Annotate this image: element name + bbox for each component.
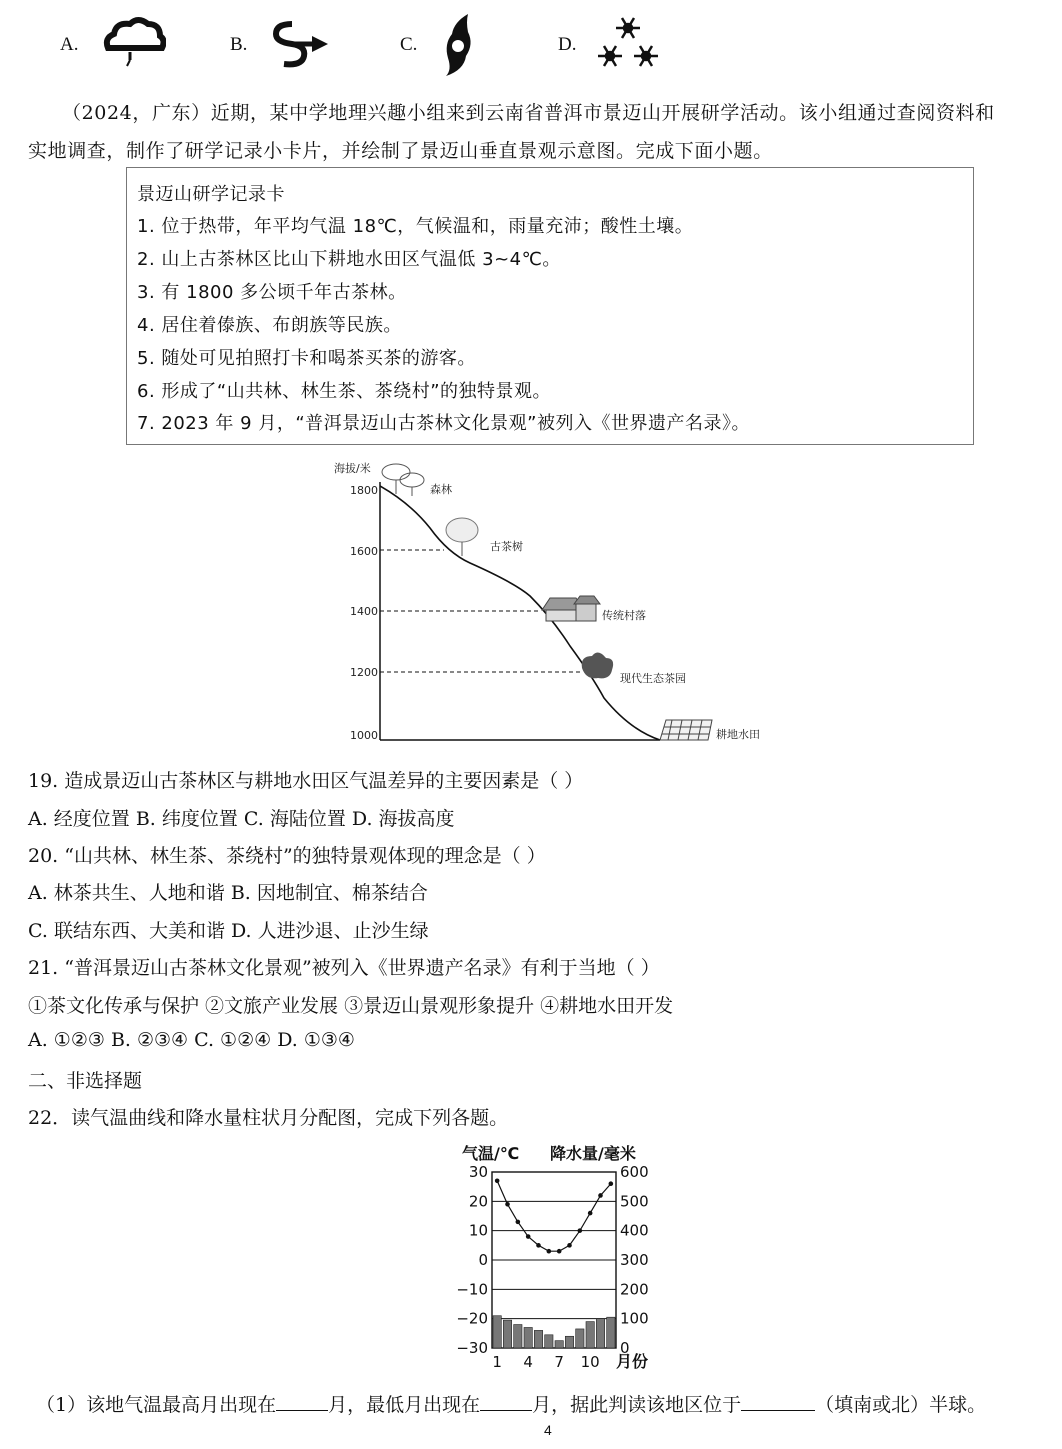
label-tea-tree: 古茶树 bbox=[490, 540, 523, 553]
q22-1-part-d: （填南或北）半球。 bbox=[815, 1394, 987, 1416]
chart-precip-bar bbox=[545, 1335, 553, 1348]
chart-temp-point bbox=[557, 1249, 562, 1254]
climate-chart bbox=[456, 1140, 652, 1372]
page-number: 4 bbox=[544, 1422, 552, 1438]
q22-1-part-c: 月，据此判读该地区位于 bbox=[532, 1394, 742, 1416]
chart-left-tick-label: 20 bbox=[468, 1192, 488, 1211]
chart-precip-bar bbox=[607, 1317, 615, 1348]
village-house-icon bbox=[542, 596, 600, 621]
paddy-field-icon bbox=[660, 720, 712, 740]
chart-precip-bar bbox=[514, 1325, 522, 1348]
chart-temp-point bbox=[598, 1193, 603, 1198]
chart-right-tick-label: 600 bbox=[620, 1163, 649, 1181]
chart-left-tick-label: 0 bbox=[478, 1251, 488, 1269]
chart-left-tick-label: 30 bbox=[468, 1163, 488, 1181]
blank-lowest-month[interactable] bbox=[480, 1394, 532, 1411]
chart-temp-point bbox=[516, 1220, 521, 1225]
intro-line-1: （2024，广东）近期，某中学地理兴趣小组来到云南省普洱市景迈山开展研学活动。该小组通过查阅资料和 bbox=[62, 102, 995, 124]
chart-temp-point bbox=[526, 1234, 531, 1239]
chart-x-tick-label: 7 bbox=[554, 1353, 564, 1371]
chart-precip-bar bbox=[534, 1330, 542, 1348]
chart-temp-point bbox=[609, 1181, 614, 1186]
label-paddy: 耕地水田 bbox=[716, 728, 760, 741]
chart-temp-point bbox=[536, 1243, 541, 1248]
option-c-label: C. bbox=[400, 34, 418, 55]
profile-tick-1800: 1800 bbox=[350, 484, 378, 497]
chart-right-axis-label: 降水量/毫米 bbox=[550, 1144, 636, 1163]
question-22-1 bbox=[36, 1390, 986, 1417]
option-d-label: D. bbox=[558, 34, 577, 55]
question-19-options: A. 经度位置 B. 纬度位置 C. 海陆位置 D. 海拔高度 bbox=[28, 808, 455, 830]
card-item-1: 1. 位于热带，年平均气温 18℃，气候温和，雨量充沛；酸性土壤。 bbox=[137, 216, 694, 237]
chart-right-tick-label: 200 bbox=[620, 1280, 649, 1299]
tea-garden-icon bbox=[582, 652, 613, 678]
chart-x-tick-label: 10 bbox=[580, 1353, 600, 1371]
q22-1-part-a: （1）该地气温最高月出现在 bbox=[36, 1394, 277, 1416]
section-2-heading: 二、非选择题 bbox=[28, 1070, 143, 1092]
chart-x-tick-label: 1 bbox=[492, 1353, 502, 1371]
label-village: 传统村落 bbox=[602, 609, 646, 622]
option-a-label: A. bbox=[60, 34, 79, 55]
question-21: 21. “普洱景迈山古茶林文化景观”被列入《世界遗产名录》有利于当地（ ） bbox=[28, 957, 660, 979]
label-garden: 现代生态茶园 bbox=[620, 672, 686, 685]
wind-arrow-icon bbox=[266, 14, 332, 70]
chart-precip-bar bbox=[493, 1316, 501, 1348]
chart-left-tick-label: 10 bbox=[468, 1221, 488, 1240]
chart-x-tick-label: 4 bbox=[523, 1353, 533, 1371]
chart-left-tick-label: −30 bbox=[456, 1339, 488, 1357]
profile-tick-1400: 1400 bbox=[350, 605, 378, 618]
chart-right-tick-label: 400 bbox=[620, 1221, 649, 1240]
question-20-options-2: C. 联结东西、大美和谐 D. 人进沙退、止沙生绿 bbox=[28, 920, 429, 942]
card-item-7: 7. 2023 年 9 月，“普洱景迈山古茶林文化景观”被列入《世界遗产名录》。 bbox=[137, 413, 750, 434]
profile-tick-1600: 1600 bbox=[350, 545, 378, 558]
typhoon-icon bbox=[438, 10, 478, 78]
chart-temp-point bbox=[495, 1179, 500, 1184]
card-item-6: 6. 形成了“山共林、林生茶、茶绕村”的独特景观。 bbox=[137, 381, 552, 402]
thunderstorm-cloud-icon bbox=[100, 14, 166, 68]
study-record-card bbox=[126, 167, 974, 445]
chart-temp-line bbox=[495, 1179, 613, 1254]
snowflakes-icon bbox=[594, 12, 666, 74]
chart-left-tick-label: −20 bbox=[456, 1309, 488, 1328]
chart-temp-point bbox=[547, 1249, 552, 1254]
question-22: 22．读气温曲线和降水量柱状月分配图，完成下列各题。 bbox=[28, 1107, 509, 1129]
chart-precip-bar bbox=[565, 1336, 573, 1348]
chart-precip-bar bbox=[524, 1327, 532, 1348]
chart-temp-point bbox=[567, 1243, 572, 1248]
profile-tick-1000: 1000 bbox=[350, 729, 378, 742]
chart-precip-bar bbox=[555, 1341, 563, 1348]
q22-1-part-b: 月，最低月出现在 bbox=[328, 1394, 481, 1416]
blank-highest-month[interactable] bbox=[276, 1394, 328, 1411]
card-item-4: 4. 居住着傣族、布朗族等民族。 bbox=[137, 315, 402, 336]
chart-x-label: 月份 bbox=[616, 1352, 649, 1371]
chart-temp-point bbox=[588, 1211, 593, 1216]
chart-left-tick-label: −10 bbox=[456, 1280, 488, 1299]
profile-tick-1200: 1200 bbox=[350, 666, 378, 679]
chart-right-tick-label: 500 bbox=[620, 1192, 649, 1211]
chart-right-tick-label: 300 bbox=[620, 1251, 649, 1269]
blank-hemisphere[interactable] bbox=[741, 1394, 815, 1411]
profile-y-label: 海拔/米 bbox=[334, 462, 371, 475]
question-21-items: ①茶文化传承与保护 ②文旅产业发展 ③景迈山景观形象提升 ④耕地水田开发 bbox=[28, 995, 674, 1017]
chart-precip-bars bbox=[493, 1316, 615, 1348]
chart-precip-bar bbox=[576, 1329, 584, 1348]
chart-precip-bar bbox=[503, 1320, 511, 1348]
label-forest: 森林 bbox=[430, 483, 452, 496]
chart-left-axis-label: 气温/℃ bbox=[462, 1144, 520, 1163]
question-19: 19. 造成景迈山古茶林区与耕地水田区气温差异的主要因素是（ ） bbox=[28, 770, 584, 792]
card-item-3: 3. 有 1800 多公顷千年古茶林。 bbox=[137, 282, 407, 303]
option-b-label: B. bbox=[230, 34, 248, 55]
intro-line-2: 实地调查，制作了研学记录小卡片，并绘制了景迈山垂直景观示意图。完成下面小题。 bbox=[28, 140, 773, 162]
chart-right-tick-label: 0 bbox=[620, 1339, 630, 1357]
card-title: 景迈山研学记录卡 bbox=[137, 184, 285, 205]
chart-precip-bar bbox=[596, 1319, 604, 1348]
question-20: 20. “山共林、林生茶、茶绕村”的独特景观体现的理念是（ ） bbox=[28, 845, 546, 867]
question-21-options: A. ①②③ B. ②③④ C. ①②④ D. ①③④ bbox=[28, 1029, 355, 1051]
question-20-options-1: A. 林茶共生、人地和谐 B. 因地制宜、棉茶结合 bbox=[28, 882, 428, 904]
chart-precip-bar bbox=[586, 1322, 594, 1348]
vertical-landscape-diagram bbox=[330, 458, 780, 748]
chart-temp-point bbox=[505, 1202, 510, 1207]
chart-temp-point bbox=[578, 1228, 583, 1233]
card-item-2: 2. 山上古茶林区比山下耕地水田区气温低 3~4℃。 bbox=[137, 249, 561, 270]
chart-temp-curve bbox=[497, 1181, 611, 1251]
chart-right-tick-label: 100 bbox=[620, 1309, 649, 1328]
card-item-5: 5. 随处可见拍照打卡和喝茶买茶的游客。 bbox=[137, 348, 476, 369]
